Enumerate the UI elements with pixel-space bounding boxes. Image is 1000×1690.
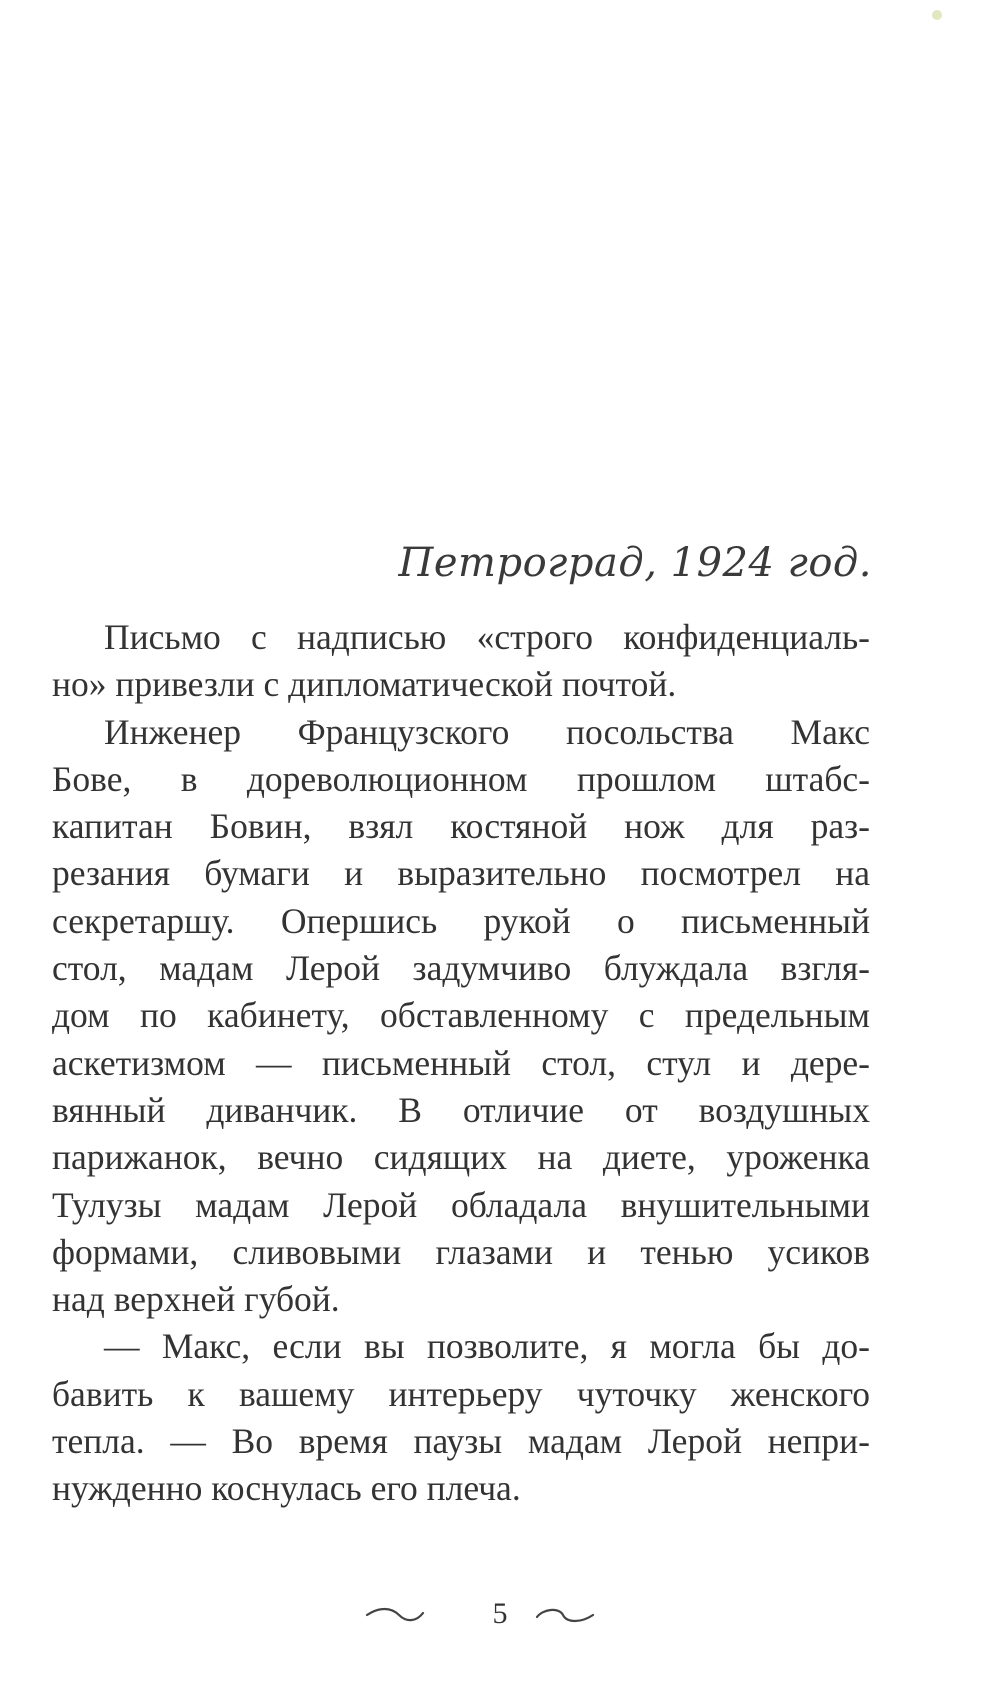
text-line: аскетизмом — письменный стол, стул и дере- [52,1042,870,1083]
text-line: нужденно коснулась его плеча. [52,1468,521,1509]
paper-speck [932,10,942,20]
text-line: стол, мадам Лерой задумчиво блуждала взгля- [52,948,870,989]
text-line: дом по кабинету, обставленному с предельным [52,995,870,1036]
text-line: резания бумаги и выразительно посмотрел на [52,853,870,894]
text-line: но» привезли с дипломатической почтой. [52,664,677,705]
text-line: вянный диванчик. В отличие от воздушных [52,1089,870,1130]
right-flourish-icon [535,1605,595,1625]
text-line: парижанок, вечно сидящих на диете, уроженка [52,1137,870,1178]
text-line: Письмо с надписью «строго конфиденциаль- [104,617,870,657]
text-line: формами, сливовыми глазами и тенью усиков [52,1231,870,1272]
text-line: бавить к вашему интерьеру чуточку женского [52,1373,870,1414]
text-line: Тулузы мадам Лерой обладала внушительными [52,1184,870,1225]
page-footer [0,1595,1000,1635]
page-number: 5 [492,1597,508,1630]
body-text [52,614,870,1513]
text-line: секретаршу. Опершись рукой о письменный [52,900,870,941]
text-line: капитан Бовин, взял костяной нож для раз- [52,806,870,847]
text-line: Инженер Французского посольства Макс [104,711,870,752]
text-line: тепла. — Во время паузы мадам Лерой непри- [52,1421,870,1462]
text-line: Бове, в дореволюционном прошлом штабс- [52,758,870,799]
dateline: Петроград, 1924 год. [398,540,872,586]
text-line: над верхней губой. [52,1279,340,1320]
text-line: — Макс, если вы позволите, я могла бы до- [104,1326,870,1367]
